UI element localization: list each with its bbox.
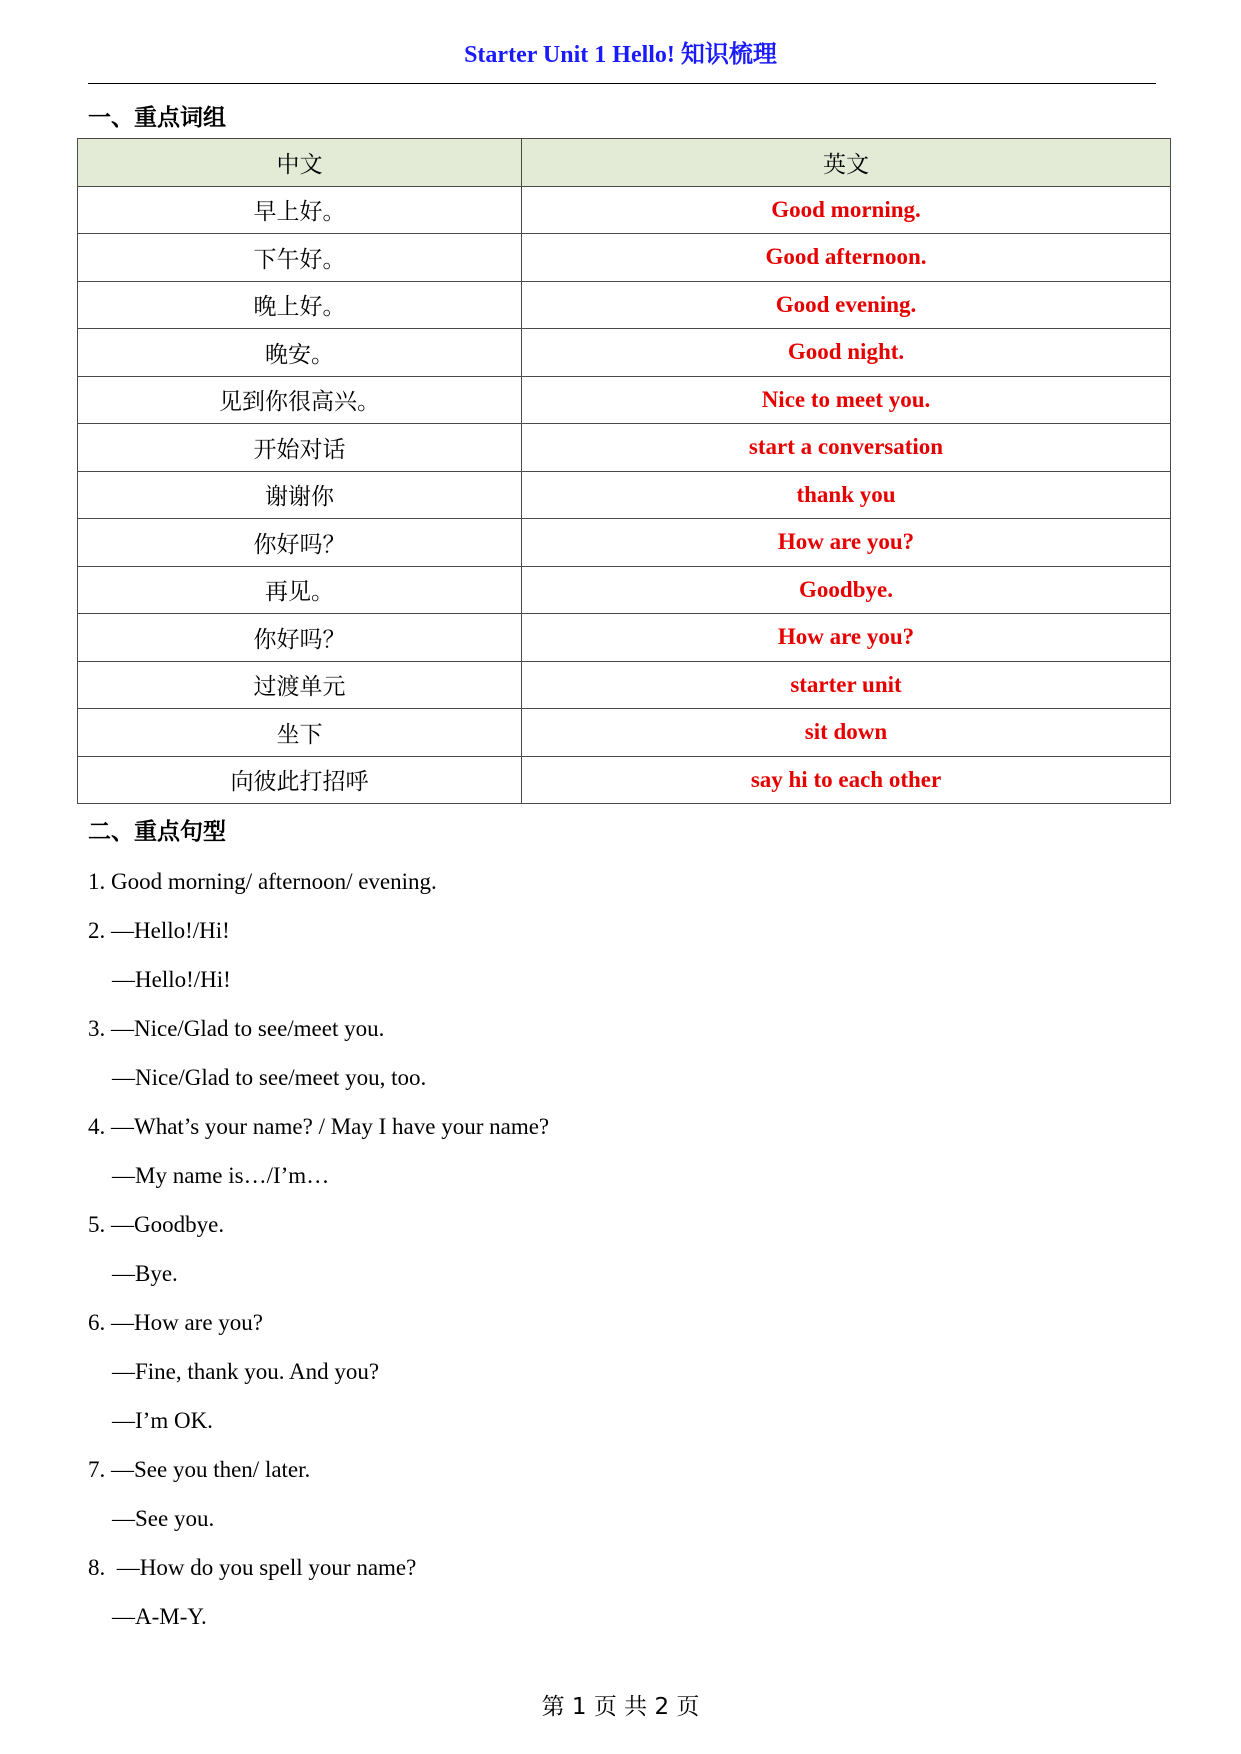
chinese-cell: 晚安。 — [78, 329, 522, 377]
sentence-line: 5. —Goodbye. — [88, 1212, 225, 1237]
table-row — [78, 566, 1171, 614]
english-cell: Nice to meet you. — [522, 376, 1171, 424]
sentence-line: —My name is…/I’m… — [112, 1163, 330, 1188]
sentence-line: —Nice/Glad to see/meet you, too. — [112, 1065, 427, 1090]
table-row — [78, 329, 1171, 377]
table-header-row — [78, 139, 1171, 187]
chinese-cell: 谢谢你 — [78, 471, 522, 519]
sentence-line: —I’m OK. — [112, 1408, 213, 1433]
vocabulary-table — [77, 138, 1171, 804]
english-cell: How are you? — [522, 614, 1171, 662]
table-row — [78, 519, 1171, 567]
table-row — [78, 661, 1171, 709]
column-header-english: 英文 — [522, 139, 1171, 187]
table-row — [78, 424, 1171, 472]
sentence-line: —A-M-Y. — [112, 1604, 207, 1629]
sentence-line: 1. Good morning/ afternoon/ evening. — [88, 869, 437, 894]
english-cell: starter unit — [522, 661, 1171, 709]
english-cell: Good afternoon. — [522, 234, 1171, 282]
table-row — [78, 614, 1171, 662]
english-cell: say hi to each other — [522, 756, 1171, 804]
title-divider — [88, 83, 1156, 84]
sentence-line: 3. —Nice/Glad to see/meet you. — [88, 1016, 385, 1041]
table-row — [78, 281, 1171, 329]
english-cell: Good morning. — [522, 186, 1171, 234]
page-title: Starter Unit 1 Hello! 知识梳理 — [464, 42, 777, 68]
page-footer: 第 1 页 共 2 页 — [541, 1694, 700, 1720]
sentence-line: 7. —See you then/ later. — [88, 1457, 311, 1482]
section-heading-sentences: 二、重点句型 — [88, 819, 226, 845]
table-row — [78, 376, 1171, 424]
table-row — [78, 709, 1171, 757]
chinese-cell: 下午好。 — [78, 234, 522, 282]
chinese-cell: 再见。 — [78, 566, 522, 614]
chinese-cell: 过渡单元 — [78, 661, 522, 709]
table-row — [78, 186, 1171, 234]
vocabulary-table-body — [78, 186, 1171, 804]
english-cell: sit down — [522, 709, 1171, 757]
chinese-cell: 早上好。 — [78, 186, 522, 234]
chinese-cell: 开始对话 — [78, 424, 522, 472]
table-row — [78, 234, 1171, 282]
table-row — [78, 471, 1171, 519]
chinese-cell: 见到你很高兴。 — [78, 376, 522, 424]
chinese-cell: 向彼此打招呼 — [78, 756, 522, 804]
chinese-cell: 你好吗？ — [78, 614, 522, 662]
sentence-line: 6. —How are you? — [88, 1310, 264, 1335]
english-cell: start a conversation — [522, 424, 1171, 472]
sentence-line: —Hello!/Hi! — [112, 967, 231, 992]
chinese-cell: 晚上好。 — [78, 281, 522, 329]
english-cell: How are you? — [522, 519, 1171, 567]
sentence-line: 8. —How do you spell your name? — [88, 1555, 417, 1580]
sentence-line: 2. —Hello!/Hi! — [88, 918, 230, 943]
english-cell: thank you — [522, 471, 1171, 519]
sentence-line: —Bye. — [112, 1261, 178, 1286]
sentence-list — [88, 857, 1156, 1641]
column-header-chinese: 中文 — [78, 139, 522, 187]
sentence-line: 4. —What’s your name? / May I have your name? — [88, 1114, 550, 1139]
sentence-line: —Fine, thank you. And you? — [112, 1359, 380, 1384]
chinese-cell: 你好吗？ — [78, 519, 522, 567]
english-cell: Good evening. — [522, 281, 1171, 329]
section-heading-vocabulary: 一、重点词组 — [88, 105, 226, 131]
english-cell: Goodbye. — [522, 566, 1171, 614]
table-row — [78, 756, 1171, 804]
chinese-cell: 坐下 — [78, 709, 522, 757]
sentence-line: —See you. — [112, 1506, 215, 1531]
english-cell: Good night. — [522, 329, 1171, 377]
